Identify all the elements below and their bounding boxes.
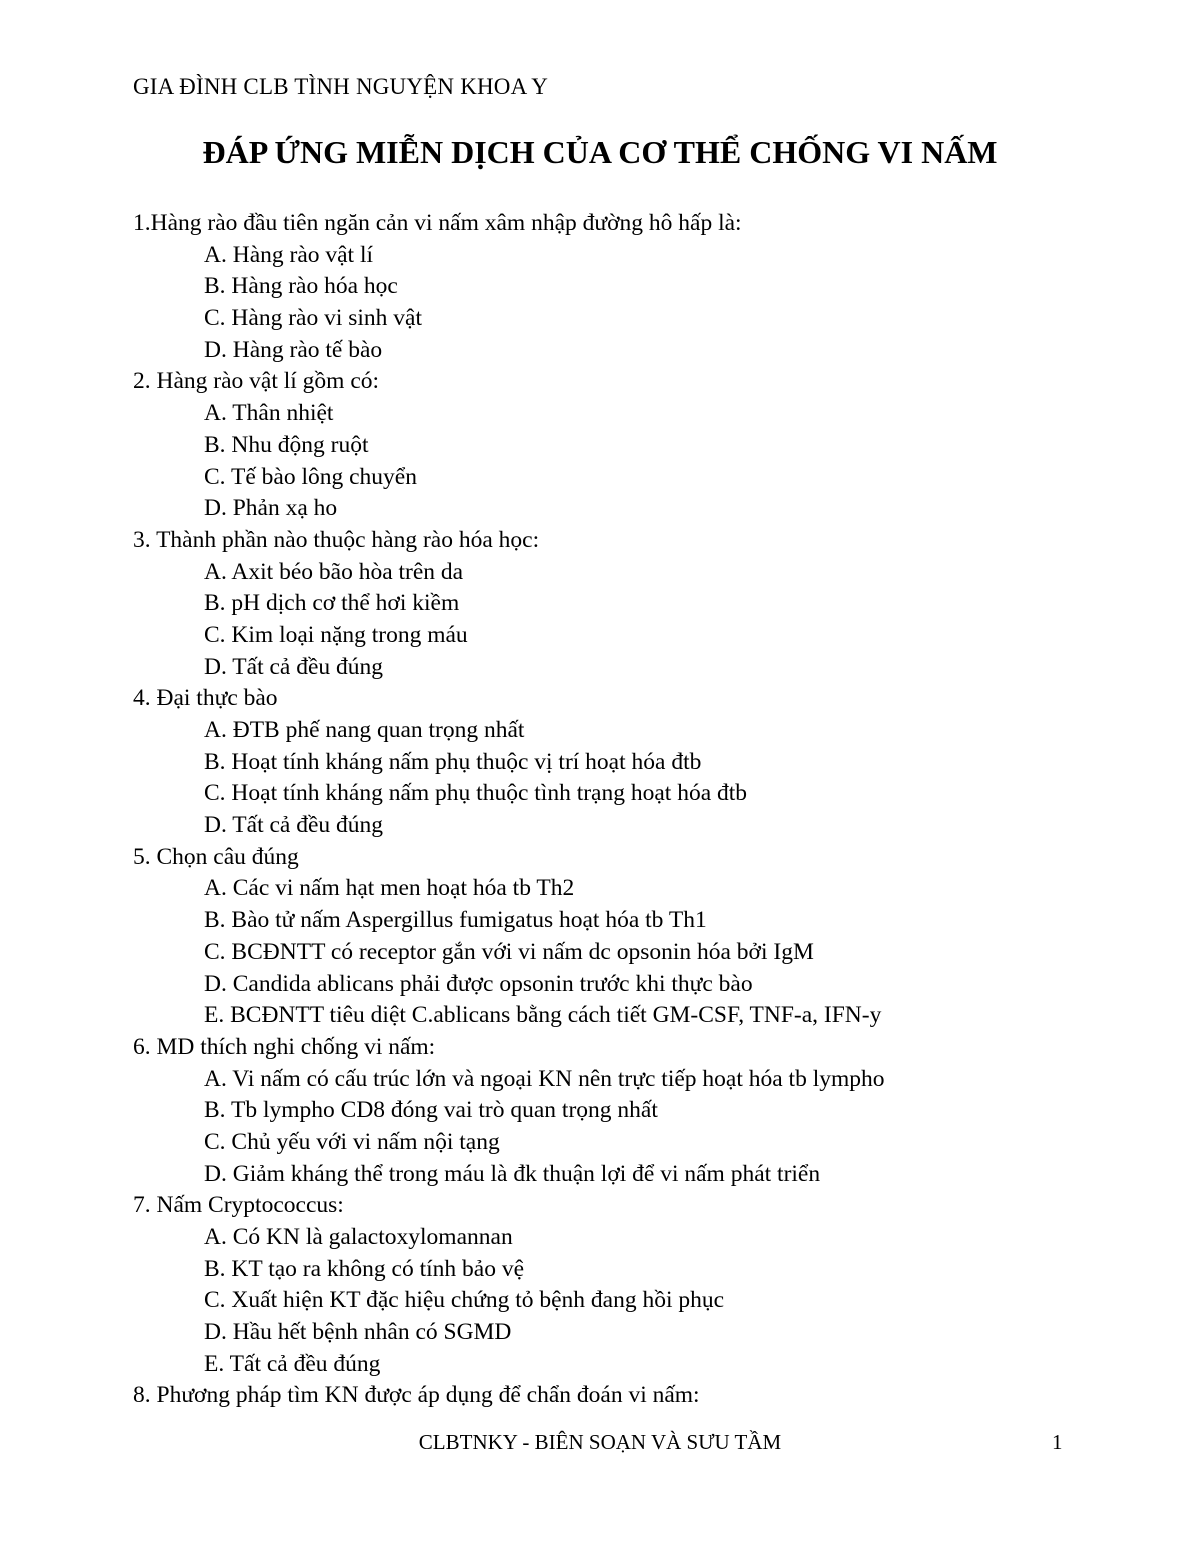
question-5-option-b: B. Bào tử nấm Aspergillus fumigatus hoạt hóa tb Th1	[204, 907, 707, 934]
question-1-option-b: B. Hàng rào hóa học	[204, 273, 398, 300]
question-7-option-a: A. Có KN là galactoxylomannan	[204, 1224, 513, 1250]
question-3-option-d: D. Tất cả đều đúng	[204, 653, 384, 680]
question-7: 7. Nấm Cryptococcus:	[133, 1192, 344, 1219]
question-2-option-b: B. Nhu động ruột	[204, 431, 369, 458]
question-8: 8. Phương pháp tìm KN được áp dụng để chẩn đoán vi nấm:	[133, 1382, 700, 1409]
question-4-option-b: B. Hoạt tính kháng nấm phụ thuộc vị trí hoạt hóa đtb	[204, 748, 702, 775]
document-title: ĐÁP ỨNG MIỄN DỊCH CỦA CƠ THỂ CHỐNG VI NẤM	[202, 134, 998, 170]
question-4: 4. Đại thực bào	[133, 685, 278, 712]
question-4-option-d: D. Tất cả đều đúng	[204, 812, 384, 839]
question-5: 5. Chọn câu đúng	[133, 843, 299, 870]
question-1-option-a: A. Hàng rào vật lí	[204, 241, 374, 268]
question-5-option-a: A. Các vi nấm hạt men hoạt hóa tb Th2	[204, 875, 575, 902]
question-5-option-e: E. BCĐNTT tiêu diệt C.ablicans bằng cách tiết GM-CSF, TNF-a, IFN-y	[204, 1002, 882, 1029]
page-footer: CLBTNKY - BIÊN SOẠN VÀ SƯU TẦM	[418, 1430, 782, 1454]
question-4-option-c: C. Hoạt tính kháng nấm phụ thuộc tình trạng hoạt hóa đtb	[204, 780, 748, 807]
question-4-option-a: A. ĐTB phế nang quan trọng nhất	[204, 717, 525, 743]
question-5-option-c: C. BCĐNTT có receptor gắn với vi nấm dc opsonin hóa bởi IgM	[204, 938, 814, 965]
page-header: GIA ĐÌNH CLB TÌNH NGUYỆN KHOA Y	[133, 74, 549, 99]
question-1-option-c: C. Hàng rào vi sinh vật	[204, 305, 422, 332]
question-1: 1.Hàng rào đầu tiên ngăn cản vi nấm xâm nhập đường hô hấp là:	[133, 210, 742, 236]
question-3-option-c: C. Kim loại nặng trong máu	[204, 621, 468, 648]
question-6-option-b: B. Tb lympho CD8 đóng vai trò quan trọng nhất	[204, 1097, 658, 1124]
question-2-option-c: C. Tế bào lông chuyển	[204, 463, 417, 490]
question-7-option-e: E. Tất cả đều đúng	[204, 1350, 381, 1377]
question-2-option-d: D. Phản xạ ho	[204, 495, 338, 522]
question-5-option-d: D. Candida ablicans phải được opsonin trước khi thực bào	[204, 970, 753, 997]
question-7-option-b: B. KT tạo ra không có tính bảo vệ	[204, 1255, 525, 1282]
question-list	[133, 208, 1133, 1412]
question-6-option-a: A. Vi nấm có cấu trúc lớn và ngoại KN nên trực tiếp hoạt hóa tb lympho	[204, 1065, 885, 1092]
question-6-option-c: C. Chủ yếu với vi nấm nội tạng	[204, 1128, 500, 1155]
question-6: 6. MD thích nghi chống vi nấm:	[133, 1033, 436, 1060]
question-6-option-d: D. Giảm kháng thể trong máu là đk thuận lợi để vi nấm phát triển	[204, 1160, 821, 1187]
question-2-option-a: A. Thân nhiệt	[204, 400, 334, 427]
question-3: 3. Thành phần nào thuộc hàng rào hóa học:	[133, 526, 540, 553]
question-7-option-c: C. Xuất hiện KT đặc hiệu chứng tỏ bệnh đang hồi phục	[204, 1287, 725, 1314]
question-3-option-a: A. Axit béo bão hòa trên da	[204, 558, 464, 585]
question-1-option-d: D. Hàng rào tế bào	[204, 336, 383, 363]
page-number: 1	[1052, 1430, 1063, 1454]
question-2: 2. Hàng rào vật lí gồm có:	[133, 368, 380, 395]
question-7-option-d: D. Hầu hết bệnh nhân có SGMD	[204, 1319, 512, 1346]
question-3-option-b: B. pH dịch cơ thể hơi kiềm	[204, 590, 460, 617]
